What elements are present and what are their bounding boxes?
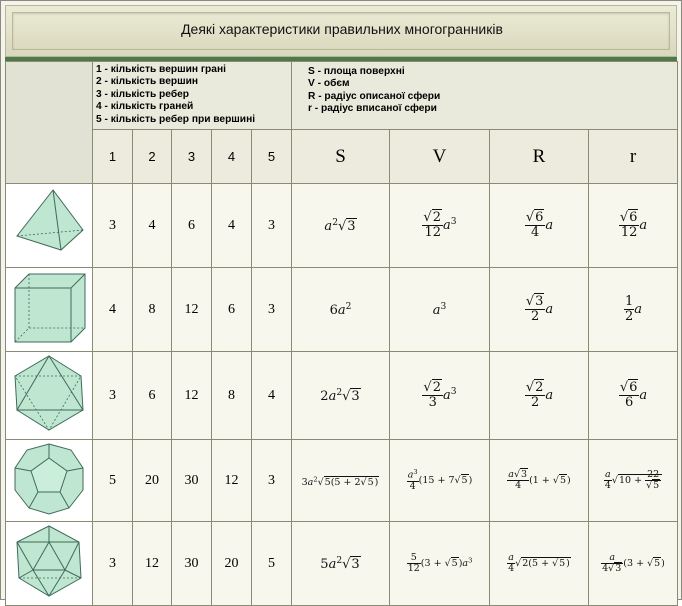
cell-vertices: 4: [133, 184, 172, 268]
formula-r-small: $\frac{√6}{6}$ a: [589, 352, 678, 440]
legend-item: 1 - кількість вершин грані: [96, 64, 226, 75]
polyhedron-image-cell: [6, 352, 93, 440]
legend-item: 3 - кількість ребер: [96, 88, 189, 100]
cell-faces: 6: [212, 268, 252, 352]
cell-vertices: 20: [133, 440, 172, 522]
cell-edges-per-vertex: 5: [252, 522, 292, 606]
table-row: [6, 184, 678, 268]
legend-item: V - обєм: [308, 78, 350, 90]
table-row: [6, 352, 678, 440]
cell-edges-per-vertex: 3: [252, 440, 292, 522]
icosahedron-icon: [7, 522, 91, 600]
formula-s: $6a^2$: [292, 268, 390, 352]
table-row: [6, 522, 678, 606]
formula-r-small: $\frac{a}{4√3}$ (3 + √5): [589, 522, 678, 606]
column-header-r-big: R: [490, 130, 589, 184]
column-header-2: 2: [133, 130, 172, 184]
legend-counts: [93, 62, 292, 130]
column-header-5: 5: [252, 130, 292, 184]
polyhedron-image-cell: [6, 184, 93, 268]
column-header-4: 4: [212, 130, 252, 184]
cell-vertices-per-face: 3: [93, 522, 133, 606]
cell-edges: 30: [172, 522, 212, 606]
polyhedron-image-cell: [6, 522, 93, 606]
column-header-1: 1: [93, 130, 133, 184]
formula-r-big: $\frac{√2}{2}$ a: [490, 352, 589, 440]
table-row: [6, 268, 678, 352]
cell-edges: 6: [172, 184, 212, 268]
table-row: [6, 440, 678, 522]
polyhedron-image-cell: [6, 268, 93, 352]
formula-v: $a^3$: [390, 268, 490, 352]
legend-item: 2 - кількість вершин: [96, 76, 198, 88]
cell-faces: 8: [212, 352, 252, 440]
polyhedra-table: [5, 61, 678, 606]
formula-v: $\frac{√2}{3}$ $a^3$: [390, 352, 490, 440]
column-header-v: V: [390, 130, 490, 184]
cell-edges: 30: [172, 440, 212, 522]
title-frame: [12, 12, 670, 50]
formula-s: $3a^2√5(5 + 2√5)$: [292, 440, 390, 522]
cell-edges-per-vertex: 3: [252, 268, 292, 352]
formula-s: $5a^2√3$: [292, 522, 390, 606]
legend-item: 5 - кількість ребер при вершині: [96, 113, 256, 125]
formula-r-big: $\frac{a√3}{4}$ (1 + √5): [490, 440, 589, 522]
formula-r-big: $\frac{a}{4}$ √2(5 + √5): [490, 522, 589, 606]
cell-faces: 12: [212, 440, 252, 522]
column-header-s: S: [292, 130, 390, 184]
cell-edges-per-vertex: 3: [252, 184, 292, 268]
column-header-r-small: r: [589, 130, 678, 184]
formula-r-big: $\frac{√3}{2}$ a: [490, 268, 589, 352]
cell-faces: 4: [212, 184, 252, 268]
cell-faces: 20: [212, 522, 252, 606]
formula-r-small: $\frac{1}{2}$ a: [589, 268, 678, 352]
formula-v: $\frac{5}{12}$ $(3 + √5)a^3$: [390, 522, 490, 606]
formula-s: $2a^2√3$: [292, 352, 390, 440]
cell-edges: 12: [172, 268, 212, 352]
cell-vertices: 8: [133, 268, 172, 352]
cube-icon: [7, 268, 91, 346]
formula-s: $a^2√3$: [292, 184, 390, 268]
legend-item: R - радіус описаної сфери: [308, 90, 441, 102]
column-header-3: 3: [172, 130, 212, 184]
cell-vertices-per-face: 4: [93, 268, 133, 352]
cell-edges: 12: [172, 352, 212, 440]
formula-v: $\frac{a^3}{4}$ (15 + 7√5): [390, 440, 490, 522]
formula-r-big: $\frac{√6}{4}$ a: [490, 184, 589, 268]
cell-vertices: 12: [133, 522, 172, 606]
cell-edges-per-vertex: 4: [252, 352, 292, 440]
tetrahedron-icon: [7, 184, 91, 262]
page-title: Деякі характеристики правильних многогранників: [181, 21, 503, 37]
corner-cell: [6, 62, 93, 184]
formula-r-small: $\frac{√6}{12}$ a: [589, 184, 678, 268]
cell-vertices-per-face: 3: [93, 184, 133, 268]
formula-r-small: $\frac{a}{4}$ √10 + $\frac{22}{√5}$: [589, 440, 678, 522]
legend-item: r - радіус вписаної сфери: [308, 103, 437, 115]
polyhedron-image-cell: [6, 440, 93, 522]
legend-item: S - площа поверхні: [308, 66, 405, 77]
dodecahedron-icon: [7, 440, 91, 516]
cell-vertices-per-face: 3: [93, 352, 133, 440]
legend-quantities: [292, 62, 678, 130]
cell-vertices: 6: [133, 352, 172, 440]
formula-v: $\frac{√2}{12}$ $a^3$: [390, 184, 490, 268]
legend-item: 4 - кількість граней: [96, 101, 194, 113]
title-bar: [5, 5, 677, 57]
cell-vertices-per-face: 5: [93, 440, 133, 522]
octahedron-icon: [7, 352, 91, 434]
